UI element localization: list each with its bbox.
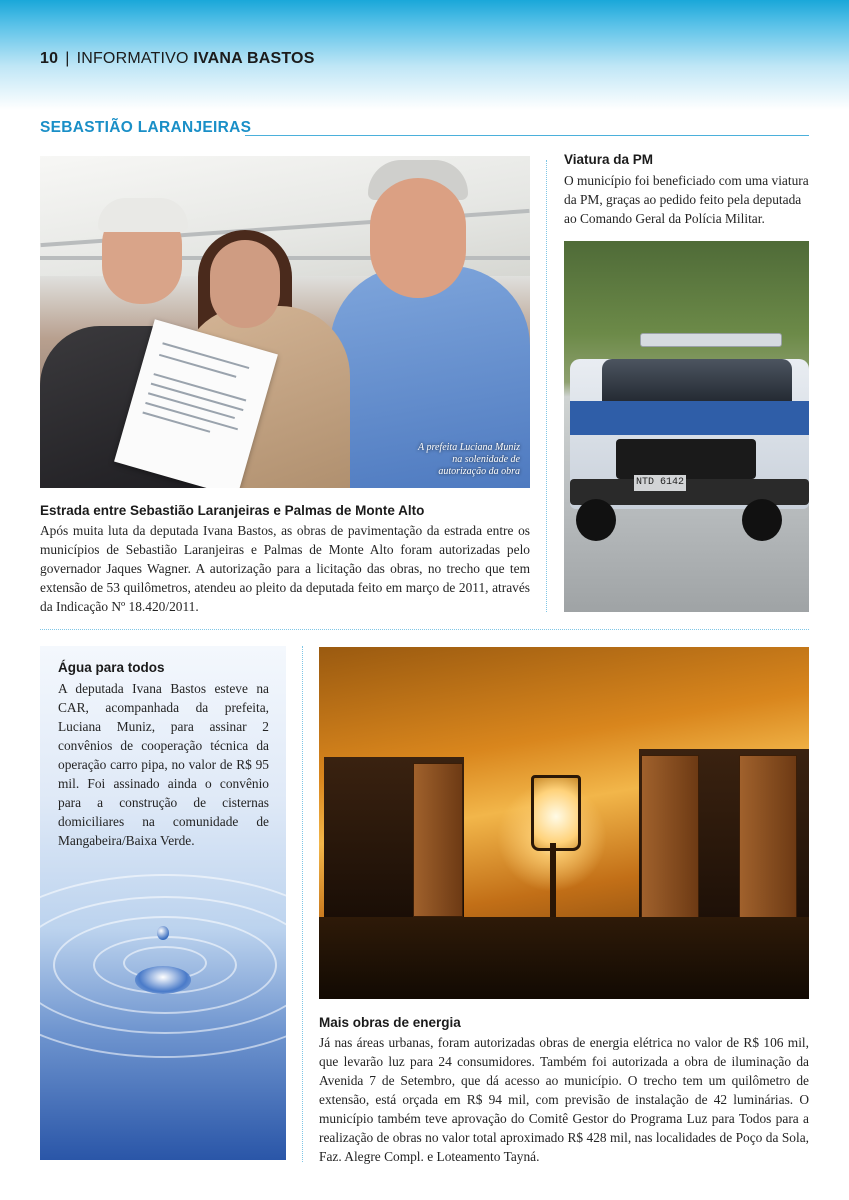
energia-heading: Mais obras de energia (319, 1015, 461, 1030)
window-shutter (641, 755, 699, 937)
license-plate: NTD 6142 (634, 475, 686, 491)
window-shutter (413, 763, 463, 917)
agua-heading: Água para todos (58, 660, 165, 675)
street-lamp-photo (319, 647, 809, 999)
page-header (40, 50, 315, 68)
column-divider (546, 160, 547, 612)
viatura-body: O município foi beneficiado com uma viatura da PM, graças ao pedido feito pela deputada ao Comando Geral da Polícia Militar. (564, 173, 809, 226)
publication-name-bold: IVANA BASTOS (193, 50, 315, 67)
police-car-photo (564, 241, 809, 612)
water-drop (157, 926, 169, 940)
estrada-heading: Estrada entre Sebastião Laranjeiras e Palmas de Monte Alto (40, 503, 425, 518)
person-face (370, 178, 466, 298)
caption-line: na solenidade de (452, 454, 520, 465)
caption-line: autorização da obra (438, 466, 520, 477)
estrada-body: Após muita luta da deputada Ivana Bastos, as obras de pavimentação da estrada entre os municípios de Sebastião Laranjeiras e Palmas de Monte Alto foram autorizadas pelo governador Jaques Wagner. A autorização para a licitação das obras, no trecho que tem extensão de 53 quilômetros, atendeu ao pleito da deputada feito em março de 2011, através da Indicação Nº 18.420/2011. (40, 523, 530, 614)
publication-name: INFORMATIVO (76, 50, 189, 67)
car-wheel (576, 499, 616, 541)
wall-shadow (319, 917, 809, 999)
section-rule (245, 135, 809, 136)
window-shutter (739, 755, 797, 937)
street-lamp (531, 775, 581, 851)
agua-body: A deputada Ivana Bastos esteve na CAR, acompanhada da prefeita, Luciana Muniz, para assinar 2 convênios de cooperação técnica da operação carro pipa, no valor de R$ 95 mil. Foi assinado ainda o convênio para a construção de cisternas domiciliares na comunidade de Mangabeira/Baixa Verde. (58, 681, 269, 848)
car-stripe (570, 401, 809, 435)
water-splash (135, 966, 191, 994)
energia-body: Já nas áreas urbanas, foram autorizadas obras de energia elétrica no valor de R$ 106 mil, que levarão luz para 24 consumidores. Também foi autorizada a obra de iluminação da Avenida 7 de Setembro, que dá acesso ao município. O trecho tem um quilômetro de extensão, está orçada em R$ 94 mil, com previsão de instalação de 42 luminárias. O município também teve aprovação do Comitê Gestor do Programa Luz para Todos para a realização de obras no valor total aproximado R$ 428 mil, nas localidades de Poço da Sola, Faz. Alegre Compl. e Loteamento Tayná. (319, 1035, 809, 1164)
main-photo (40, 156, 530, 488)
section-title: SEBASTIÃO LARANJEIRAS (40, 119, 252, 136)
header-separator: | (65, 50, 70, 67)
car-grille (616, 439, 756, 479)
caption-line: A prefeita Luciana Muniz (418, 442, 520, 453)
viatura-heading: Viatura da PM (564, 152, 654, 167)
siren-lightbar (640, 333, 782, 347)
row-divider (40, 629, 809, 630)
photo-caption (380, 442, 520, 478)
car-wheel (742, 499, 782, 541)
person-hair (98, 198, 188, 232)
page-number: 10 (40, 50, 59, 67)
column-divider (302, 646, 303, 1162)
person-face (210, 240, 280, 328)
